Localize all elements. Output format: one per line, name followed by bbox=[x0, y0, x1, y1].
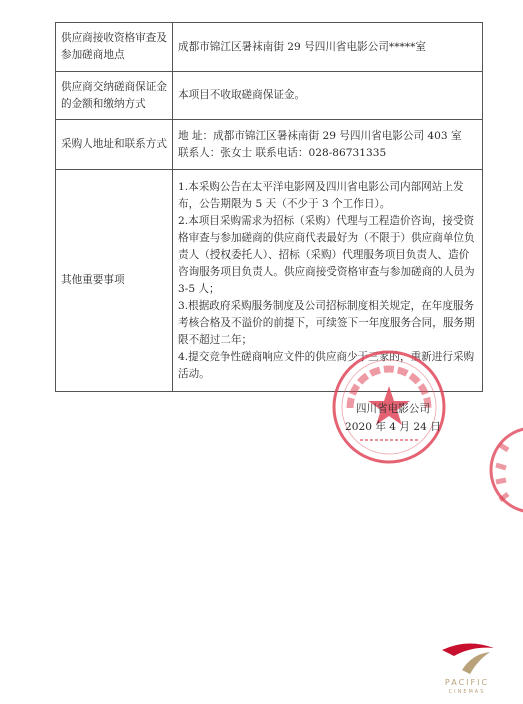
row-label: 供应商交纳磋商保证金的金额和缴纳方式 bbox=[56, 72, 173, 120]
row-value bbox=[173, 120, 483, 170]
list-item: 1.本采购公告在太平洋电影网及四川省电影公司内部网站上发布，公告期限为 5 天（不少于 3 个工作日）。 bbox=[178, 180, 464, 210]
signature-date: 2020 年 4 月 24 日 bbox=[345, 421, 441, 433]
seam-seal bbox=[478, 420, 523, 520]
list-item: 3.根据政府采购服务制度及公司招标制度相关规定，在年度服务考核合格及不溢价的前提下，可续签下一年度服务合同，服务期限不超过二年； bbox=[178, 299, 475, 346]
pacific-logo bbox=[432, 640, 502, 696]
address-line: 地 址：成都市锦江区暑袜南街 29 号四川省电影公司 403 室 bbox=[178, 129, 462, 142]
signature-org: 四川省电影公司 bbox=[355, 403, 430, 415]
table-row bbox=[56, 120, 483, 170]
row-label: 采购人地址和联系方式 bbox=[56, 120, 173, 170]
logo-sub: CINEMAS bbox=[448, 689, 486, 695]
table-row bbox=[56, 72, 483, 120]
table-row bbox=[56, 23, 483, 72]
info-table bbox=[55, 22, 483, 392]
row-value: 成都市锦江区暑袜南街 29 号四川省电影公司*****室 bbox=[173, 23, 483, 72]
signature-block bbox=[345, 400, 441, 436]
contact-line: 联系人：张女士 联系电话：028-86731335 bbox=[178, 146, 387, 159]
list-item: 2.本项目采购需求为招标（采购）代理与工程造价咨询，接受资格审查与参加磋商的供应商代表最好为（不限于）供应商单位负责人（授权委托人）、招标（采购）代理服务项目负责人、造价咨询服务项目负责人。供应商接受资格审查与参加磋商的人员为 3-5 人； bbox=[178, 214, 475, 295]
row-label: 供应商接收资格审查及参加磋商地点 bbox=[56, 23, 173, 72]
pacific-mark-icon bbox=[432, 640, 502, 678]
row-value: 本项目不收取磋商保证金。 bbox=[173, 72, 483, 120]
logo-name: PACIFIC bbox=[444, 678, 490, 687]
list-item: 4.提交竞争性磋商响应文件的供应商少于三家的，重新进行采购活动。 bbox=[178, 350, 475, 380]
row-label: 其他重要事项 bbox=[56, 170, 173, 392]
